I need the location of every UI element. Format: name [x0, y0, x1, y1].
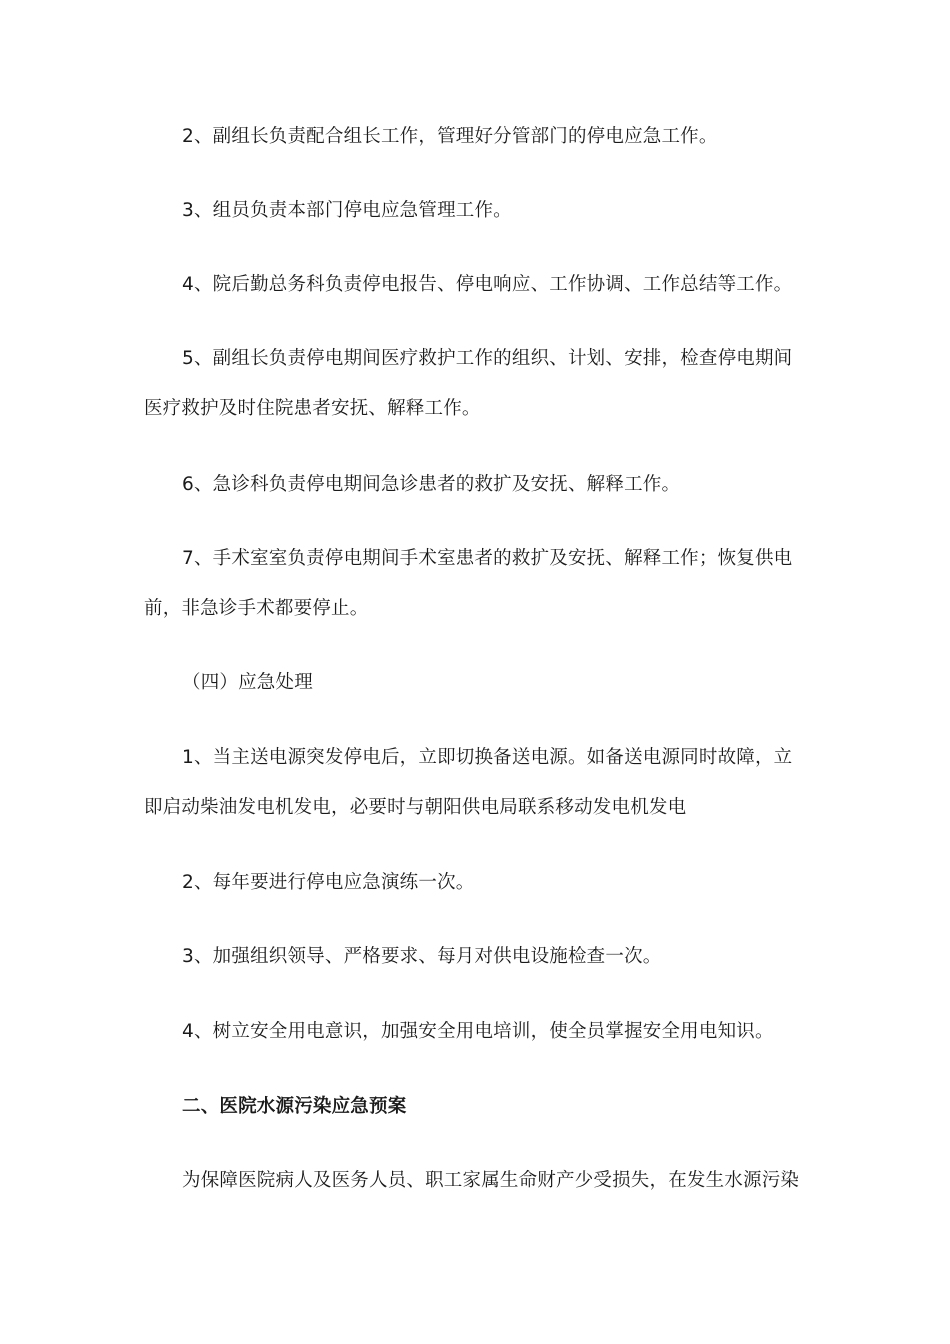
paragraph-line: 为保障医院病人及医务人员、职工家属生命财产少受损失，在发生水源污染 — [182, 1170, 800, 1191]
paragraph-line: 4、树立安全用电意识，加强安全用电培训，使全员掌握安全用电知识。 — [182, 1021, 774, 1042]
paragraph-line: 4、院后勤总务科负责停电报告、停电响应、工作协调、工作总结等工作。 — [182, 274, 793, 295]
chapter-heading: 二、医院水源污染应急预案 — [182, 1096, 407, 1117]
section-heading: （四）应急处理 — [182, 672, 313, 693]
paragraph-line: 7、手术室室负责停电期间手术室患者的救扩及安抚、解释工作；恢复供电 — [182, 548, 793, 569]
paragraph-line: 3、加强组织领导、严格要求、每月对供电设施检查一次。 — [182, 946, 662, 967]
paragraph-line: 2、每年要进行停电应急演练一次。 — [182, 872, 475, 893]
paragraph-line: 6、急诊科负责停电期间急诊患者的救扩及安抚、解释工作。 — [182, 474, 681, 495]
paragraph-line: 即启动柴油发电机发电，必要时与朝阳供电局联系移动发电机发电 — [144, 797, 687, 818]
paragraph-line: 3、组员负责本部门停电应急管理工作。 — [182, 200, 512, 221]
paragraph-line: 医疗救护及时住院患者安抚、解释工作。 — [144, 398, 481, 419]
paragraph-line: 前，非急诊手术都要停止。 — [144, 598, 369, 619]
paragraph-line: 1、当主送电源突发停电后，立即切换备送电源。如备送电源同时故障，立 — [182, 747, 793, 768]
paragraph-line: 2、副组长负责配合组长工作，管理好分管部门的停电应急工作。 — [182, 126, 718, 147]
paragraph-line: 5、副组长负责停电期间医疗救护工作的组织、计划、安排，检查停电期间 — [182, 348, 793, 369]
